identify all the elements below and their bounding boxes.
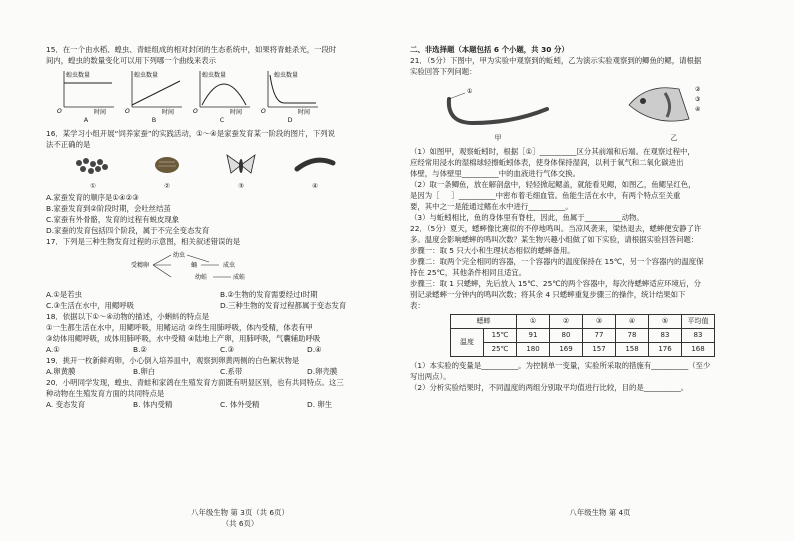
eggs-drawing [71,153,115,177]
q16-option-d: D.家蚕的发育包括四个阶段，属于不完全变态发育 [46,226,210,235]
larva-drawing [293,153,337,177]
fish-gill-drawing [619,79,729,129]
q22-step-2a: 步骤二：取两个完全相同的容器，一个容器内的温度保持在 15℃，另一个容器内的温度保 [410,257,704,266]
q19-options [46,366,386,377]
table-row [451,343,715,357]
figure-earthworm [443,79,553,144]
q22-after-2: 写出两点）。 [410,372,451,381]
table-cell: 25℃ [484,343,517,357]
table-header-cell: ③ [583,315,616,329]
graph-c-xlabel: 时间 [230,109,243,115]
q18-option-b: B.② [133,345,148,354]
graph-a-xlabel: 时间 [94,109,107,115]
q17-stem: 17．下列是三种生物发育过程的示意图，相关叙述错误的是 [46,237,241,246]
q21-sub-7: （3）与蚯蚓相比，鱼的身体里有脊柱，因此，鱼属于__________动物。 [410,213,644,222]
table-cell: 176 [649,343,682,357]
q17-options-row2 [46,300,386,311]
table-row-label: 温度 [451,329,484,357]
graph-c-ylabel: 蝗虫数量 [202,72,227,79]
figure-label-yi: 乙 [670,134,678,142]
q15-graphs [56,69,386,126]
q20-stem-line2: 种动物在生殖发育方面的共同特点是 [46,389,165,398]
footer-left [160,507,320,529]
table-header-cell: ① [517,315,550,329]
q20-option-b: B. 体内受精 [133,400,173,409]
q20-stem-line1: 20．小明同学发现，蝗虫、青蛙和家鸽在生殖发育方面既有明显区别，也有共同特点。这三 [46,378,344,387]
pic-label-3: ③ [238,182,244,190]
graph-b-xlabel: 时间 [162,109,175,115]
figure-label-jia: 甲 [494,134,502,142]
q21-figures [410,79,762,144]
q16-option-b: B.家蚕发育到②阶段时期，会吐丝结茧 [46,204,171,213]
q20-option-c: C. 体外受精 [220,400,260,409]
q19-option-c: C.系带 [220,367,243,376]
silkworm-moth [219,153,263,192]
q17-options-row1 [46,289,386,300]
q21-sub-5: 是因为［ ］__________中密布着毛细血管。鱼能生活在水中，有两个特点至关重 [410,191,681,200]
q22-step-1: 步骤一：取 5 只大小和生理状态相似的蟋蟀备用。 [410,246,575,255]
table-header-cell: ④ [616,315,649,329]
q20-options [46,399,386,410]
gill-label-4: ④ [695,106,701,113]
graph-d-letter: D [287,116,293,124]
pic-label-4: ④ [312,182,318,190]
q19-option-b: B.卵白 [133,367,156,376]
graph-a-letter: A [83,116,89,124]
q20-option-a: A. 变态发育 [46,400,86,409]
graph-a [56,69,116,126]
graph-d-origin: O [261,108,266,115]
q22-after-1: （1）本实验的变量是__________。为控制单一变量，实验所采取的措施有__________（至少 [410,361,711,370]
q15-stem-line2: 间内，蝗虫的数量变化可以用下列哪一个曲线来表示 [46,56,216,65]
q21-sub-6: 要，其中之一是能通过鳍在水中进行__________。 [410,202,573,211]
q18-option-a: A.① [46,345,60,354]
q18-option-d: D.④ [307,345,322,354]
table-header-cell: ② [550,315,583,329]
table-cell: 91 [517,329,550,343]
q22-stem-1: 22．（5分）夏天，蟋蟀像比赛似的不停地鸣叫。当凉风袭来，梁热退去，蟋蟀便安静了许 [410,224,702,233]
table-header-cell: ⑤ [649,315,682,329]
graph-b-letter: B [151,116,157,124]
q18-item-line2: ③幼体用鳃呼吸，成体用肺呼吸，水中受精 ④陆地上产卵，用肺呼吸，气囊辅助呼吸 [46,334,321,343]
table-cell: 158 [616,343,649,357]
q17-scheme [131,249,386,287]
graph-d-plot [260,69,320,115]
table-cell: 169 [550,343,583,357]
q21-sub-2: 应经常用浸水的湿棉球轻擦蚯蚓体表，使身体保持湿润，以利于氧气和二氧化碳进出 [410,158,684,167]
graph-a-origin: O [57,108,62,115]
q22-step-3a: 步骤三：取 1 只蟋蟀，先后放入 15℃、25℃的两个容器中，每次待蟋蟀适应环境后，分 [410,279,702,288]
graph-a-plot [56,69,116,115]
gill-label-3: ③ [695,96,701,103]
silkworm-larva [293,153,337,192]
q21-sub-1: （1）如图甲，观察蚯蚓时，根据［①］__________区分其前端和后端。在观察过程中， [410,147,695,156]
q22-step-2b: 持在 25℃，其他条件相同且适宜。 [410,268,527,277]
graph-d-ylabel: 蝗虫数量 [274,72,299,79]
figure-fish-gill [619,79,729,144]
graph-c-origin: O [193,108,198,115]
scheme-frog: 成蛙 [233,274,246,281]
graph-b-plot [124,69,184,115]
table-cell: 15℃ [484,329,517,343]
silkworm-eggs [71,153,115,192]
q18-stem: 18．依据以下①～④动物的描述，小蝌蚪的特点是 [46,312,210,321]
scheme-adult: 成虫 [223,262,236,269]
graph-a-ylabel: 蝗虫数量 [66,72,91,79]
table-cell: 83 [649,329,682,343]
earthworm-label-1: ① [467,88,473,95]
q18-options [46,344,386,355]
q17-option-b: B.②生物的发育需要经过Ⅰ时期 [220,290,318,299]
q18-item-line1: ①一生都生活在水中，用鳃呼吸，用鳍运动 ②终生用肺呼吸，体内受精，体表有甲 [46,323,313,332]
graph-b [124,69,184,126]
q21-sub-4: （2）取一条鲫鱼，放在解剖盘中，轻轻掀起鳃盖，就能看见鳃，如图乙，鱼鳃呈红色， [410,180,696,189]
q21-stem-line2: 实验回答下列问题： [410,67,477,76]
graph-c-plot [192,69,252,115]
pupa-drawing [145,153,189,177]
graph-c-letter: C [219,116,225,124]
q15-stem-line1: 15．在一个由水稻、蝗虫、青蛙组成的相对封闭的生态系统中，如果将青蛙杀光，一段时 [46,45,337,54]
q16-pictures [71,153,386,192]
right-column [410,44,762,393]
q21-sub-3: 体壁，与体壁里__________中的血液进行气体交换。 [410,169,580,178]
cricket-data-table [450,314,715,357]
footer-left-line1: 八年级生物 第 3页（共 6页） [191,508,289,517]
footer-left-line2: （共 6页） [221,519,259,528]
graph-d-xlabel: 时间 [298,109,311,115]
table-header-row [451,315,715,329]
q18-option-c: C.③ [220,345,235,354]
scheme-larva: 幼虫 [173,252,186,259]
q19-option-a: A.卵黄膜 [46,367,76,376]
q22-step-3b: 别记录蟋蟀一分钟内的鸣叫次数；将其余 4 只蟋蟀重复步骤三的操作，统计结果如下 [410,290,686,299]
earthworm-drawing [443,79,553,129]
q16-stem-line2: 法不正确的是 [46,140,91,149]
development-diagram [131,249,281,283]
table-cell: 77 [583,329,616,343]
scheme-start: 受精卵 [131,262,150,269]
silkworm-pupa [145,153,189,192]
graph-d [260,69,320,126]
q19-option-d: D.卵壳膜 [307,367,338,376]
graph-b-ylabel: 蝗虫数量 [134,72,159,79]
table-cell: 80 [550,329,583,343]
table-header-cell: 蟋蟀 [451,315,517,329]
left-column [46,44,386,410]
scheme-tadpole: 幼蛙 [195,274,208,281]
q22-after-3: （2）分析实验结果时，不同温度的两组分别取平均值进行比较，目的是__________。 [410,383,689,392]
graph-c [192,69,252,126]
section-title: 二、非选择题（本题包括 6 个小题，共 30 分） [410,45,569,54]
table-cell: 157 [583,343,616,357]
q16-stem-line1: 16．某学习小组开展“饲养家蚕”的实践活动，①～④是家蚕发育某一阶段的图片，下列说 [46,129,335,138]
table-cell: 180 [517,343,550,357]
q16-option-a: A.家蚕发育的顺序是①④②③ [46,193,139,202]
q17-option-c: C.③生活在水中，用鳃呼吸 [46,301,135,310]
q19-stem: 19．挑开一枚新鲜鸡卵，小心倒入培养皿中，观察到卵黄两侧的白色絮状物是 [46,356,300,365]
q21-stem-line1: 21．（5分）下图中，甲为实验中观察到的蚯蚓，乙为演示实验观察到的鲫鱼的鳃，请根据 [410,56,702,65]
graph-b-origin: O [125,108,130,115]
pic-label-2: ② [164,182,170,190]
table-cell: 78 [616,329,649,343]
q22-stem-2: 多。温度会影响蟋蟀的鸣叫次数？某生物兴趣小组做了如下实验，请根据实验回答问题： [410,235,699,244]
q16-option-c: C.家蚕有外骨骼，发育的过程有蜕皮现象 [46,215,180,224]
table-cell: 83 [682,329,715,343]
table-row [451,329,715,343]
q17-option-a: A.①是若虫 [46,290,83,299]
q20-option-d: D. 卵生 [307,400,333,409]
moth-drawing [219,153,263,177]
scheme-pupa: 蛹 [191,262,198,269]
q17-option-d: D.三种生物的发育过程都属于变态发育 [220,301,347,310]
q22-step-3c: 表： [410,301,425,310]
table-cell: 168 [682,343,715,357]
pic-label-1: ① [90,182,96,190]
table-header-cell: 平均值 [682,315,715,329]
footer-right: 八年级生物 第 4页 [569,508,631,517]
gill-label-2: ② [695,86,701,93]
